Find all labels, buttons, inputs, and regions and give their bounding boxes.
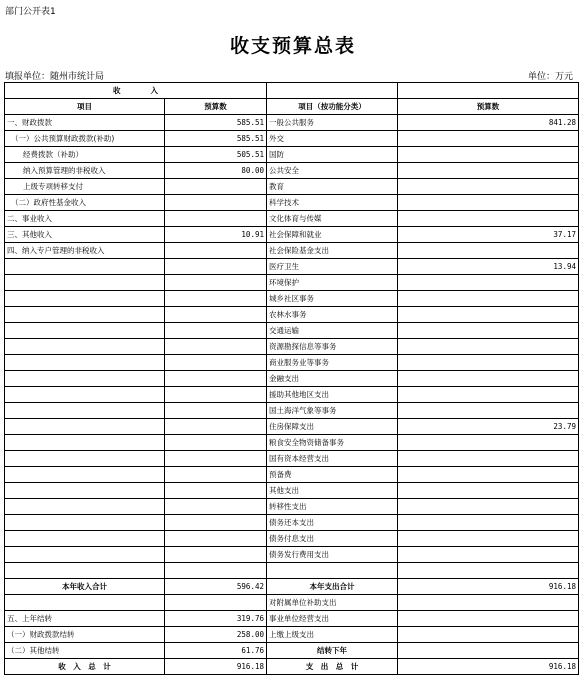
income-budget: 10.91 (165, 227, 267, 243)
next-year-carry-label: 结转下年 (267, 643, 398, 659)
column-header-item-function: 项目（按功能分类） (267, 99, 398, 115)
income-budget (165, 467, 267, 483)
table-row (5, 531, 579, 547)
table-row (5, 243, 579, 259)
expense-budget (398, 147, 579, 163)
income-budget (165, 403, 267, 419)
income-budget (165, 435, 267, 451)
income-budget (165, 243, 267, 259)
income-blank (165, 595, 267, 611)
expense-item: 科学技术 (267, 195, 398, 211)
table-row (5, 339, 579, 355)
income-item: 上级专项转移支付 (5, 179, 165, 195)
table-row (5, 163, 579, 179)
table-row (5, 227, 579, 243)
table-row (5, 323, 579, 339)
income-item: 经费拨款（补助） (5, 147, 165, 163)
income-budget: 80.00 (165, 163, 267, 179)
expense-item: 社会保障和就业 (267, 227, 398, 243)
table-row (5, 371, 579, 387)
table-row (5, 515, 579, 531)
income-budget (165, 339, 267, 355)
expense-budget (398, 483, 579, 499)
header-row-columns (5, 99, 579, 115)
expense-item: 文化体育与传媒 (267, 211, 398, 227)
table-row (5, 563, 579, 579)
expense-item: 国防 (267, 147, 398, 163)
expense-item: 债务还本支出 (267, 515, 398, 531)
expense-budget: 37.17 (398, 227, 579, 243)
column-header-item: 项目 (5, 99, 165, 115)
expense-item: 住房保障支出 (267, 419, 398, 435)
total-expense-value: 916.18 (398, 579, 579, 595)
expense-blank (398, 627, 579, 643)
expense-budget (398, 195, 579, 211)
table-row (5, 451, 579, 467)
grand-expense-value: 916.18 (398, 659, 579, 675)
expense-budget (398, 499, 579, 515)
expense-budget (398, 339, 579, 355)
income-item (5, 339, 165, 355)
income-item (5, 483, 165, 499)
income-budget (165, 387, 267, 403)
table-row (5, 499, 579, 515)
income-budget (165, 419, 267, 435)
income-item (5, 435, 165, 451)
income-budget (165, 275, 267, 291)
income-item (5, 307, 165, 323)
income-item (5, 323, 165, 339)
income-budget (165, 515, 267, 531)
expense-item: 商业服务业等事务 (267, 355, 398, 371)
income-item: （一）公共预算财政拨款(补助) (5, 131, 165, 147)
expense-budget (398, 371, 579, 387)
expense-item: 国有资本经营支出 (267, 451, 398, 467)
expense-item: 外交 (267, 131, 398, 147)
expense-budget (398, 387, 579, 403)
expense-item: 援助其他地区支出 (267, 387, 398, 403)
income-blank (5, 595, 165, 611)
table-row (5, 403, 579, 419)
expense-budget (398, 131, 579, 147)
summary-row (5, 659, 579, 675)
income-budget: 585.51 (165, 131, 267, 147)
income-budget (165, 371, 267, 387)
income-item (5, 451, 165, 467)
income-item (5, 291, 165, 307)
expense-budget (398, 547, 579, 563)
table-row (5, 483, 579, 499)
expense-item: 预备费 (267, 467, 398, 483)
income-item (5, 547, 165, 563)
currency-unit: 单位：万元 (527, 72, 573, 82)
expense-blank (398, 611, 579, 627)
carryover-label: 五、上年结转 (5, 611, 165, 627)
expense-item: 农林水事务 (267, 307, 398, 323)
expense-item: 教育 (267, 179, 398, 195)
table-row (5, 179, 579, 195)
column-header-budget: 预算数 (165, 99, 267, 115)
table-row (5, 275, 579, 291)
income-budget (165, 547, 267, 563)
carryover-value: 319.76 (165, 611, 267, 627)
income-item (5, 499, 165, 515)
business-expense-label: 事业单位经营支出 (267, 611, 398, 627)
expense-item: 债务付息支出 (267, 531, 398, 547)
expense-budget (398, 291, 579, 307)
expense-budget (398, 275, 579, 291)
expense-budget (398, 563, 579, 579)
income-budget (165, 531, 267, 547)
income-budget (165, 259, 267, 275)
income-budget (165, 291, 267, 307)
expense-budget: 23.79 (398, 419, 579, 435)
attached-units-label: 对附属单位补助支出 (267, 595, 398, 611)
grand-expense-label: 支 出 总 计 (267, 659, 398, 675)
table-row (5, 291, 579, 307)
income-budget (165, 307, 267, 323)
summary-row (5, 579, 579, 595)
income-item: 二、事业收入 (5, 211, 165, 227)
table-row (5, 147, 579, 163)
income-budget: 505.51 (165, 147, 267, 163)
income-item (5, 515, 165, 531)
income-item (5, 403, 165, 419)
income-budget: 585.51 (165, 115, 267, 131)
upper-remit-label: 上缴上级支出 (267, 627, 398, 643)
table-row (5, 307, 579, 323)
total-income-label: 本年收入合计 (5, 579, 165, 595)
expense-budget (398, 403, 579, 419)
carryover-fiscal-value: 258.00 (165, 627, 267, 643)
expense-budget (398, 531, 579, 547)
income-item (5, 355, 165, 371)
table-row (5, 547, 579, 563)
expense-budget (398, 467, 579, 483)
income-budget (165, 451, 267, 467)
expense-budget (398, 307, 579, 323)
expense-item: 粮食安全物资储备事务 (267, 435, 398, 451)
expense-item: 一般公共服务 (267, 115, 398, 131)
reporting-unit: 填报单位：随州市统计局 (5, 72, 105, 82)
expense-budget: 13.94 (398, 259, 579, 275)
expense-blank (398, 643, 579, 659)
carryover-fiscal-label: （一）财政拨款结转 (5, 627, 165, 643)
table-row (5, 467, 579, 483)
income-item (5, 371, 165, 387)
expense-budget (398, 211, 579, 227)
expense-budget (398, 179, 579, 195)
table-row (5, 355, 579, 371)
budget-summary-table (4, 82, 579, 675)
expense-budget (398, 355, 579, 371)
expense-item: 环境保护 (267, 275, 398, 291)
expense-item: 资源勘探信息等事务 (267, 339, 398, 355)
table-row (5, 419, 579, 435)
income-item (5, 275, 165, 291)
income-item (5, 387, 165, 403)
total-expense-label: 本年支出合计 (267, 579, 398, 595)
table-row (5, 259, 579, 275)
column-header-budget-expense: 预算数 (398, 99, 579, 115)
income-item: 纳入预算管理的非税收入 (5, 163, 165, 179)
income-item (5, 467, 165, 483)
page-title: 收支预算总表 (229, 35, 356, 57)
income-item (5, 259, 165, 275)
summary-row (5, 595, 579, 611)
grand-income-value: 916.18 (165, 659, 267, 675)
expense-item: 其他支出 (267, 483, 398, 499)
expense-item (267, 563, 398, 579)
income-budget (165, 211, 267, 227)
table-body (5, 83, 579, 675)
income-item: 一、财政拨款 (5, 115, 165, 131)
expense-item: 交通运输 (267, 323, 398, 339)
income-section-header: 收 入 (5, 83, 267, 99)
expense-item: 社会保险基金支出 (267, 243, 398, 259)
income-item (5, 419, 165, 435)
income-budget (165, 195, 267, 211)
header-row-income (5, 83, 579, 99)
summary-row (5, 611, 579, 627)
expense-budget (398, 451, 579, 467)
expense-item: 医疗卫生 (267, 259, 398, 275)
expense-item: 公共安全 (267, 163, 398, 179)
expense-budget: 841.28 (398, 115, 579, 131)
table-row (5, 195, 579, 211)
expense-item: 城乡社区事务 (267, 291, 398, 307)
expense-item: 转移性支出 (267, 499, 398, 515)
header-empty-cell (267, 83, 398, 99)
expense-budget (398, 243, 579, 259)
expense-blank (398, 595, 579, 611)
expense-item: 金融支出 (267, 371, 398, 387)
summary-row (5, 627, 579, 643)
income-item: 四、纳入专户管理的非税收入 (5, 243, 165, 259)
income-budget (165, 563, 267, 579)
income-budget (165, 355, 267, 371)
expense-budget (398, 163, 579, 179)
carryover-other-value: 61.76 (165, 643, 267, 659)
carryover-other-label: （二）其他结转 (5, 643, 165, 659)
expense-item: 债务发行费用支出 (267, 547, 398, 563)
income-item (5, 531, 165, 547)
expense-budget (398, 323, 579, 339)
header-empty-cell (398, 83, 579, 99)
expense-budget (398, 435, 579, 451)
income-budget (165, 483, 267, 499)
expense-item: 国土海洋气象等事务 (267, 403, 398, 419)
expense-budget (398, 515, 579, 531)
table-row (5, 435, 579, 451)
grand-income-label: 收 入 总 计 (5, 659, 165, 675)
table-row (5, 115, 579, 131)
income-item: （二）政府性基金收入 (5, 195, 165, 211)
summary-row (5, 643, 579, 659)
income-item: 三、其他收入 (5, 227, 165, 243)
table-row (5, 211, 579, 227)
table-row (5, 387, 579, 403)
income-budget (165, 323, 267, 339)
document-label: 部门公开表1 (5, 7, 56, 17)
total-income-value: 596.42 (165, 579, 267, 595)
income-item (5, 563, 165, 579)
income-budget (165, 179, 267, 195)
income-budget (165, 499, 267, 515)
table-row (5, 131, 579, 147)
